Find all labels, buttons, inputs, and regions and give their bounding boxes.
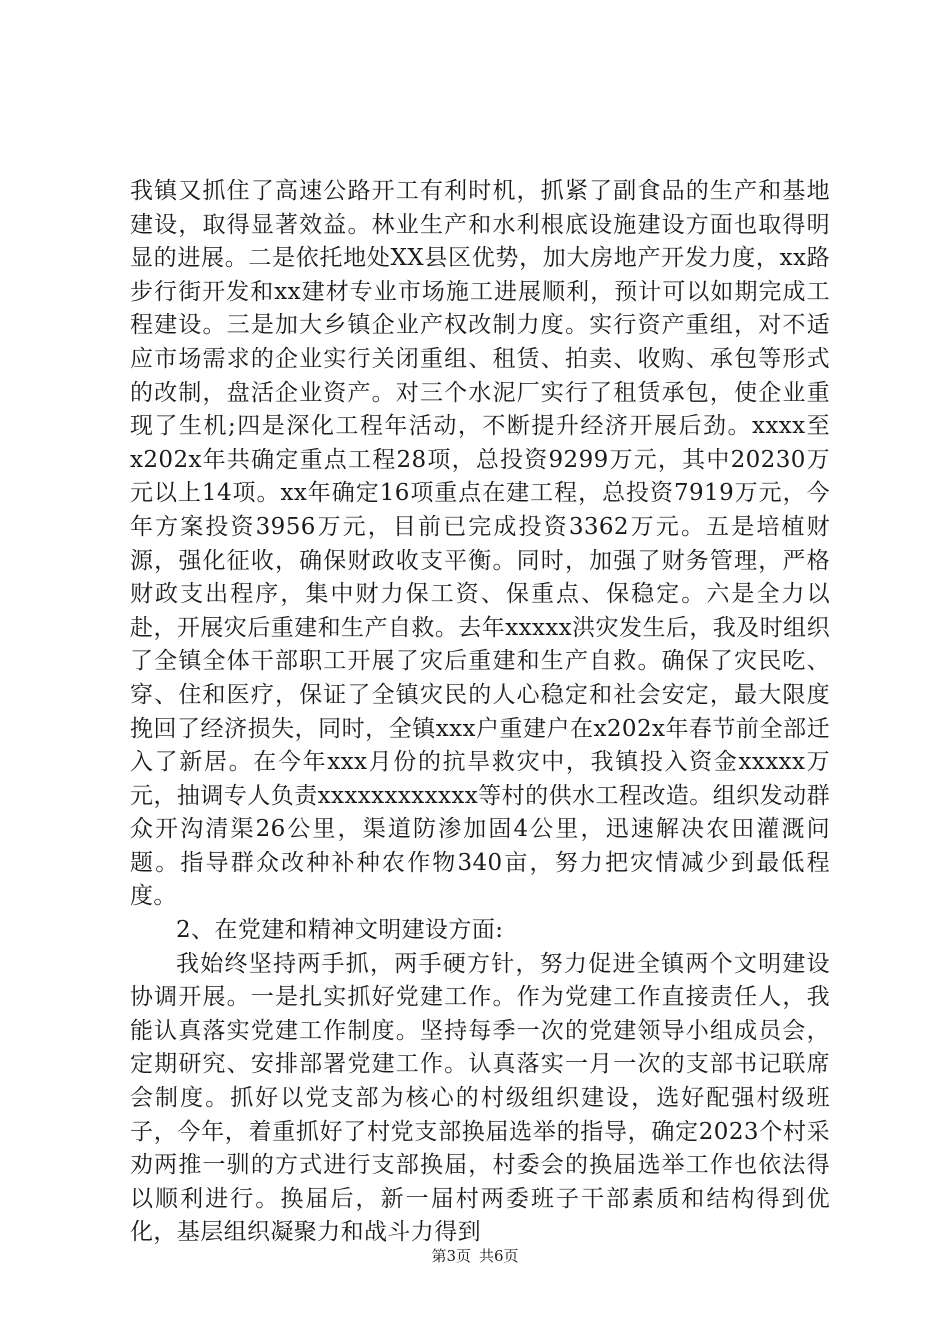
paragraph-economic-work: 我镇又抓住了高速公路开工有利时机，抓紧了副食品的生产和基地建设，取得显著效益。林业生产和水利根底设施建设方面也取得明显的进展。二是依托地处XX县区优势，加大房地产开发力度，xx路步行街开发和xx建材专业市场施工进展顺利，预计可以如期完成工程建设。三是加大乡镇企业产权改制力度。实行资产重组，对不适应市场需求的企业实行关闭重组、租赁、拍卖、收购、承包等形式的改制，盘活企业资产。对三个水泥厂实行了租赁承包，使企业重现了生机;四是深化工程年活动，不断提升经济开展后劲。xxxx至x202x年共确定重点工程28项，总投资9299万元，其中20230万元以上14项。xx年确定16项重点在建工程，总投资7919万元，今年方案投资3956万元，目前已完成投资3362万元。五是培植财源，强化征收，确保财政收支平衡。同时，加强了财务管理，严格财政支出程序，集中财力保工资、保重点、保稳定。六是全力以赴，开展灾后重建和生产自救。去年xxxxx洪灾发生后，我及时组织了全镇全体干部职工开展了灾后重建和生产自救。确保了灾民吃、穿、住和医疗，保证了全镇灾民的人心稳定和社会安定，最大限度挽回了经济损失，同时，全镇xxx户重建户在x202x年春节前全部迁入了新居。在今年xxx月份的抗旱救灾中，我镇投入资金xxxxx万元，抽调专人负责xxxxxxxxxxxx等村的供水工程改造。组织发动群众开沟清渠26公里，渠道防渗加固4公里，迅速解决农田灌溉问题。指导群众改种补种农作物340亩，努力把灾情减少到最低程度。 (130, 178, 830, 910)
document-body (130, 175, 830, 1250)
page-number: 第3页 (431, 1247, 471, 1265)
section-heading-party-building: 2、在党建和精神文明建设方面: (176, 917, 504, 944)
page-total: 共6页 (479, 1247, 519, 1265)
page-footer (0, 1246, 950, 1266)
paragraph-party-building: 我始终坚持两手抓，两手硬方针，努力促进全镇两个文明建设协调开展。一是扎实抓好党建工作。作为党建工作直接责任人，我能认真落实党建工作制度。坚持每季一次的党建领导小组成员会，定期研究、安排部署党建工作。认真落实一月一次的支部书记联席会制度。抓好以党支部为核心的村级组织建设，选好配强村级班子，今年，着重抓好了村党支部换届选举的指导，确定2023个村采劝两推一驯的方式进行支部换届，村委会的换届选举工作也依法得以顺利进行。换届后，新一届村两委班子干部素质和结构得到优化，基层组织凝聚力和战斗力得到 (130, 950, 830, 1246)
